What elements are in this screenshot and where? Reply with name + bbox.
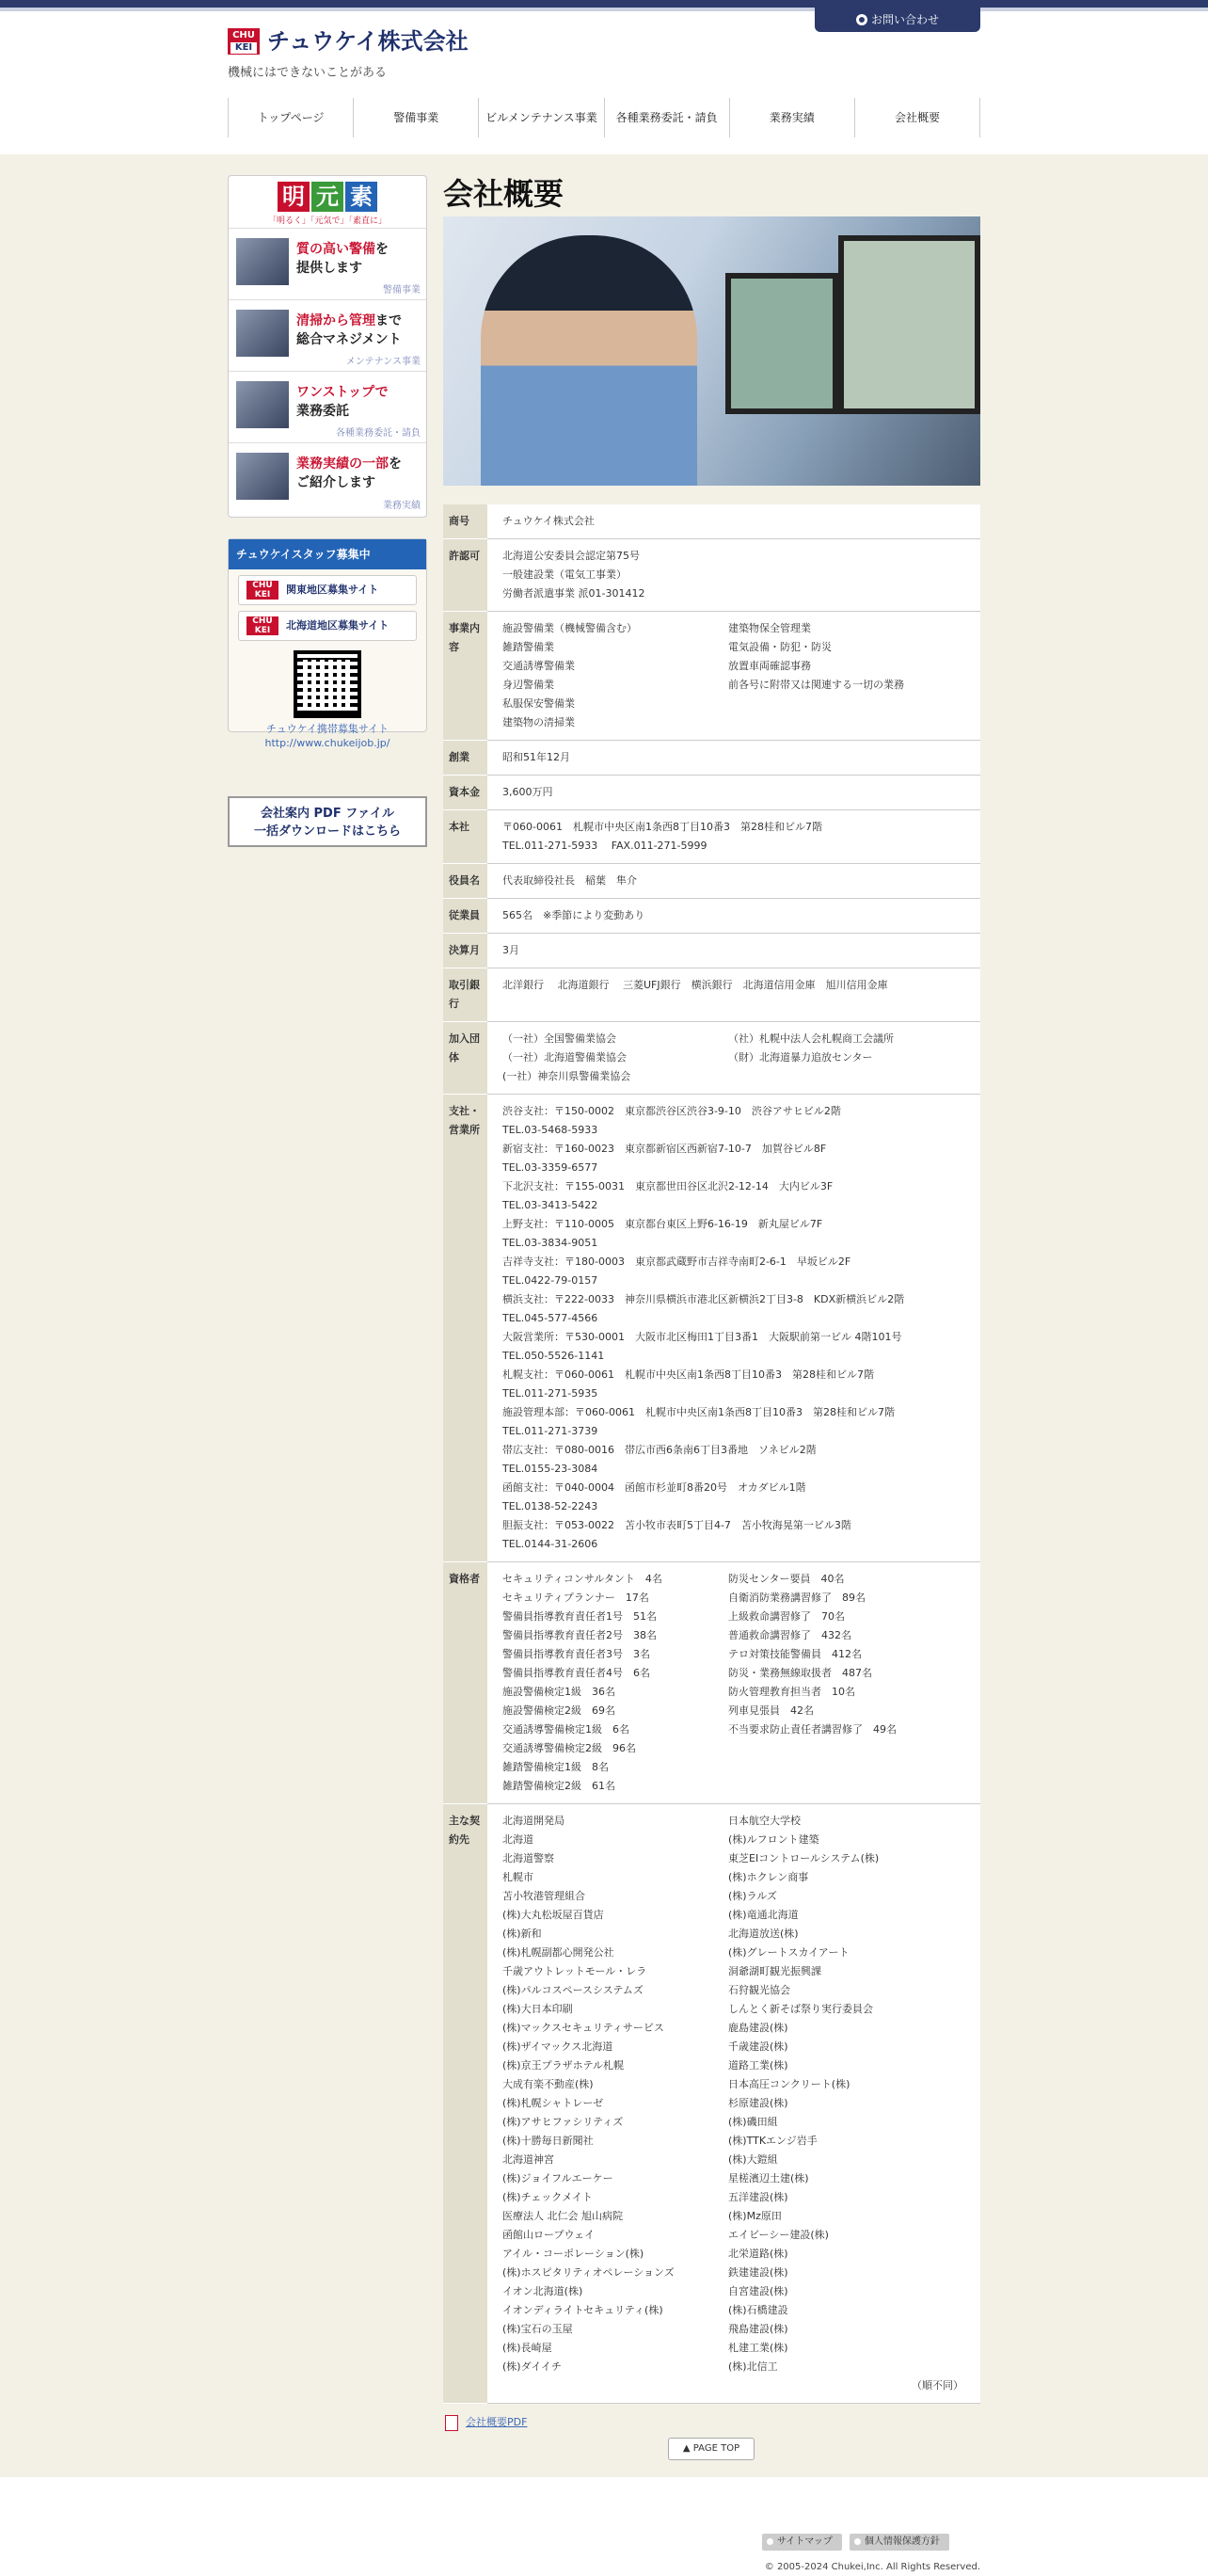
list-item: 鉄建建設(株): [728, 2266, 788, 2279]
mgs-logo: [229, 176, 426, 229]
table-row: 従業員 565名 ※季節により変動あり: [443, 899, 980, 934]
service-photo: [236, 453, 289, 500]
list-item: 電気設備・防犯・防災: [728, 641, 832, 653]
recruit-banner: [228, 538, 427, 749]
list-item: 日本航空大学校: [728, 1815, 801, 1827]
table-row: 商号 チュウケイ株式会社: [443, 504, 980, 539]
list-item: 上野支社：〒110-0005 東京都台東区上野6-16-19 新丸屋ビル7F: [502, 1218, 823, 1230]
list-item: 施設警備検定1級 36名: [502, 1686, 615, 1698]
mgs-char: 素: [345, 182, 377, 212]
page-title: 会社概要: [443, 176, 564, 212]
list-item: 警備員指導教育責任者2号 38名: [502, 1629, 657, 1641]
service-caption: 業務実績: [383, 501, 421, 511]
list-item: 雑踏警備検定1級 8名: [502, 1761, 609, 1773]
list-item: 飛島建設(株): [728, 2323, 788, 2335]
list-item: (株)Mz原田: [728, 2210, 782, 2222]
main-content: [443, 175, 980, 2432]
list-item: (株)大丸松坂屋百貨店: [502, 1909, 604, 1921]
list-item: 下北沢支社：〒155-0031 東京都世田谷区北沢2-12-14 大内ビル3F: [502, 1180, 834, 1192]
list-item: （一社）北海道警備業協会: [502, 1051, 627, 1064]
table-row: 創業 昭和51年12月: [443, 741, 980, 776]
list-item: 胆振支社：〒053-0022 苫小牧市表町5丁目4-7 苫小牧海晃第一ビル3階: [502, 1519, 851, 1531]
nav-achievements[interactable]: 業務実績: [730, 98, 855, 137]
service-link-outsourcing[interactable]: ワンストップで 業務委託 各種業務委託・請負: [229, 372, 426, 443]
list-item: 苫小牧港管理組合: [502, 1890, 585, 1902]
company-table: [443, 504, 980, 2404]
list-item: 千歳アウトレットモール・レラ: [502, 1965, 647, 1977]
list-item: 大成有楽不動産(株): [502, 2078, 594, 2090]
company-pdf-link[interactable]: 会社概要PDF: [443, 2413, 980, 2432]
list-item: 札幌市: [502, 1871, 533, 1883]
list-item: 五洋建設(株): [728, 2191, 788, 2203]
list-item: 施設管理本部：〒060-0061 札幌市中央区南1条西8丁目10番3 第28桂和ビル7階: [502, 1406, 895, 1418]
list-item: (株)ザイマックス北海道: [502, 2040, 613, 2053]
list-item: 洞爺湖町観光振興課: [728, 1965, 821, 1977]
list-item: テロ対策技能警備員 412名: [728, 1648, 862, 1660]
table-row: 主な契約先 北海道開発局 北海道 北海道警察 札幌市 苫小牧港管理組合 (株)大丸松坂屋百貨店 (株)新和 (株)札幌副都心開発公社 千歳アウトレットモール・レラ (株)パルコスペースシステムズ (株)大日本印刷 (株)マックスセキュリティサービス (株)ザイマックス北海道 (株)京王プラザホテル札幌 大成有楽不動産(株) (株)札幌シャトレーゼ (株)アサヒファシリティズ (株)十勝毎日新聞社 北海道神宮 (株)ジョイフルエーケー (株)チェックメイト 医療法人 北仁会 旭山病院 函館山ロープウェイ アイル・コーポレーション(株) (株)ホスピタリティオペレーションズ イオン北海道(株) イオンディライトセキュリティ(株) (株)宝石の玉屋 (株)長崎屋 (株)ダイイチ 日本航空大学校 (株)ルフロント建築 東芝EIコントロールシステム(株) (株)ホクレン商事 (株)ラルズ (株)竜通北海道 北海道放送(株) (株)グレートスカイアート 洞爺湖町観光振興課 石狩観光協会 しんとく新そば祭り実行委員会 鹿島建設(株) 千歳建設(株) 道路工業(株) 日本高圧コンクリート(株) 杉原建設(株) (株)磯田組 (株)TTKエンジ岩手 (株)大鎧組 星槎濱辺土建(株) 五洋建設(株) (株)Mz原田 エイビーシー建設(株) 北栄道路(株) 鉄建建設(株) 自宮建設(株) (株)石橋建設 飛島建設(株) 札建工業(株) (株)北信工 （順不同）: [443, 1804, 980, 2404]
table-row: 事業内容 施設警備業（機械警備含む） 雑踏警備業 交通誘導警備業 身辺警備業 私服保安警備業 建築物の清掃業 建築物保全管理業 電気設備・防犯・防災 放置車両確認事務 前各号に附帯又は関連する一切の業務: [443, 612, 980, 741]
service-caption: 各種業務委託・請負: [336, 428, 421, 439]
list-item: 交通誘導警備業: [502, 660, 575, 672]
list-item: 自宮建設(株): [728, 2285, 788, 2297]
table-row: 役員名 代表取締役社長 稲葉 隼介: [443, 864, 980, 899]
mgs-char: 元: [311, 182, 343, 212]
list-item: (株)竜通北海道: [728, 1909, 799, 1921]
mgs-char: 明: [278, 182, 310, 212]
monitor-shape: [838, 235, 980, 414]
table-row: 取引銀行 北洋銀行 北海道銀行 三菱UFJ銀行 横浜銀行 北海道信用金庫 旭川信用金庫: [443, 968, 980, 1022]
list-item: (株)TTKエンジ岩手: [728, 2135, 818, 2147]
hero-image: [443, 216, 980, 486]
qr-code-icon: [294, 650, 361, 718]
list-item: 北栄道路(株): [728, 2248, 788, 2260]
nav-outsourcing[interactable]: 各種業務委託・請負: [605, 98, 730, 137]
list-item: 石狩観光協会: [728, 1984, 790, 1996]
list-item: (株)ラルズ: [728, 1890, 777, 1902]
list-item: 東芝EIコントロールシステム(株): [728, 1852, 880, 1864]
list-item: (株)ダイイチ: [502, 2360, 562, 2373]
list-item: (株)マックスセキュリティサービス: [502, 2022, 664, 2034]
list-item: TEL.045-577-4566: [502, 1312, 598, 1324]
list-item: 交通誘導警備検定2級 96名: [502, 1742, 636, 1754]
list-item: 防災・業務無線取扱者 487名: [728, 1667, 872, 1679]
service-photo: [236, 238, 289, 285]
list-item: (株)チェックメイト: [502, 2191, 593, 2203]
nav-company[interactable]: 会社概要: [855, 98, 980, 137]
page-top-button[interactable]: ▲ PAGE TOP: [668, 2438, 755, 2460]
list-item: 函館山ロープウェイ: [502, 2229, 596, 2241]
list-item: TEL.0138-52-2243: [502, 1500, 598, 1512]
copyright: © 2005-2024 Chukei,Inc. All Rights Reserved.: [764, 2562, 980, 2572]
list-item: アイル・コーポレーション(株): [502, 2248, 644, 2260]
list-item: (一社）神奈川県警備業協会: [502, 1070, 631, 1082]
list-item: TEL.011-271-5935: [502, 1387, 598, 1400]
logo-mark: CHU KEI: [246, 616, 278, 635]
list-item: (株)パルコスペースシステムズ: [502, 1984, 644, 1996]
list-item: 雑踏警備検定2級 61名: [502, 1780, 615, 1792]
logo-mark: CHU KEI: [228, 28, 260, 55]
list-item: エイビーシー建設(株): [728, 2229, 829, 2241]
top-bar-sub: [0, 8, 1208, 11]
list-item: (株)大日本印刷: [502, 2003, 573, 2015]
list-item: (株)京王プラザホテル札幌: [502, 2059, 625, 2072]
list-item: 施設警備検定2級 69名: [502, 1704, 615, 1717]
table-row: 加入団体 （一社）全国警備業協会 （一社）北海道警備業協会 (一社）神奈川県警備業協会 （社）札幌中法人会札幌商工会議所 （財）北海道暴力追放センター: [443, 1022, 980, 1095]
table-row: 許認可 北海道公安委員会認定第75号 一般建設業（電気工事業） 労働者派遣事業 派01-301412: [443, 539, 980, 612]
list-item: (株)ホスピタリティオペレーションズ: [502, 2266, 675, 2279]
list-item: 前各号に附帯又は関連する一切の業務: [728, 679, 904, 691]
list-item: 警備員指導教育責任者3号 3名: [502, 1648, 650, 1660]
list-item: 杉原建設(株): [728, 2097, 788, 2109]
list-item: TEL.011-271-3739: [502, 1425, 598, 1437]
footer-links: [762, 2534, 949, 2551]
list-item: TEL.03-3834-9051: [502, 1237, 598, 1249]
list-item: 防火管理教育担当者 10名: [728, 1686, 855, 1698]
pdf-download-banner[interactable]: 会社案内 PDF ファイル 一括ダウンロードはこちら: [228, 796, 427, 847]
nav-security[interactable]: 警備事業: [354, 98, 479, 137]
list-item: TEL.0422-79-0157: [502, 1274, 598, 1287]
list-item: 自衛消防業務講習修了 89名: [728, 1592, 866, 1604]
list-item: 札建工業(株): [728, 2342, 788, 2354]
list-item: 警備員指導教育責任者4号 6名: [502, 1667, 650, 1679]
list-item: (株)北信工: [728, 2360, 778, 2373]
list-item: 大阪営業所：〒530-0001 大阪市北区梅田1丁目3番1 大阪駅前第一ビル 4階101号: [502, 1331, 902, 1343]
list-item: 私服保安警備業: [502, 697, 575, 710]
list-item: (株)グレートスカイアート: [728, 1946, 850, 1959]
list-item: (株)十勝毎日新聞社: [502, 2135, 594, 2147]
list-item: 普通救命講習修了 432名: [728, 1629, 851, 1641]
list-item: (株)ジョイフルエーケー: [502, 2172, 613, 2184]
table-row: 資本金 3,600万円: [443, 776, 980, 810]
global-nav: [228, 98, 980, 137]
privacy-link[interactable]: 個人情報保護方針: [850, 2534, 949, 2551]
nav-building[interactable]: ビルメンテナンス事業: [479, 98, 604, 137]
table-row: 資格者 セキュリティコンサルタント 4名 セキュリティプランナー 17名 警備員指導教育責任者1号 51名 警備員指導教育責任者2号 38名 警備員指導教育責任者3号 3名 警備員指導教育責任者4号 6名 施設警備検定1級 36名 施設警備検定2級 69名 交通誘導警備検定1級 6名 交通誘導警備検定2級 96名 雑踏警備検定1級 8名 雑踏警備検定2級 61名 防災センター要員 40名 自衛消防業務講習修了 89名 上級救命講習修了 70名 普通救命講習修了 432名 テロ対策技能警備員 412名 防災・業務無線取扱者 487名 防火管理教育担当者 10名 列車見張員 42名 不当要求防止責任者講習修了 49名: [443, 1562, 980, 1804]
monitor-shape: [725, 273, 838, 414]
list-item: セキュリティプランナー 17名: [502, 1592, 649, 1604]
list-item: 北海道開発局: [502, 1815, 564, 1827]
list-item: 施設警備業（機械警備含む）: [502, 622, 637, 634]
list-item: 道路工業(株): [728, 2059, 788, 2072]
list-item: 星槎濱辺土建(株): [728, 2172, 809, 2184]
list-item: (株)磯田組: [728, 2116, 778, 2128]
list-item: (株)ホクレン商事: [728, 1871, 809, 1883]
list-item: (株)石橋建設: [728, 2304, 788, 2316]
sitemap-link[interactable]: サイトマップ: [762, 2534, 842, 2551]
list-item: セキュリティコンサルタント 4名: [502, 1573, 662, 1585]
tagline: 機械にはできないことがある: [228, 66, 388, 80]
list-item: 札幌支社：〒060-0061 札幌市中央区南1条西8丁目10番3 第28桂和ビル7階: [502, 1368, 874, 1381]
list-item: 建築物保全管理業: [728, 622, 811, 634]
table-row: 決算月 3月: [443, 934, 980, 968]
logo-mark: CHU KEI: [246, 581, 278, 600]
list-item: 北海道: [502, 1833, 533, 1846]
circle-icon: [856, 14, 867, 25]
mgs-sub: 「明るく」「元気で」「素直に」: [267, 216, 387, 226]
service-link-maintenance[interactable]: 清掃から管理まで 総合マネジメント メンテナンス事業: [229, 300, 426, 372]
nav-top[interactable]: トップページ: [229, 98, 354, 137]
guard-shape: [481, 235, 697, 486]
list-item: 新宿支社：〒160-0023 東京都新宿区西新宿7-10-7 加賀谷ビル8F: [502, 1143, 827, 1155]
list-item: 交通誘導警備検定1級 6名: [502, 1723, 629, 1736]
list-item: 建築物の清掃業: [502, 716, 575, 728]
list-item: TEL.0155-23-3084: [502, 1463, 598, 1475]
company-name: チュウケイ株式会社: [267, 28, 469, 55]
list-item: （財）北海道暴力追放センター: [728, 1051, 873, 1064]
list-item: （一社）全国警備業協会: [502, 1032, 616, 1045]
service-caption: メンテナンス事業: [345, 357, 421, 367]
list-item: イオン北海道(株): [502, 2285, 583, 2297]
list-item: (株)宝石の玉屋: [502, 2323, 573, 2335]
top-bar: [0, 0, 1208, 8]
list-item: 不当要求防止責任者講習修了 49名: [728, 1723, 897, 1736]
list-item: 上級救命講習修了 70名: [728, 1610, 845, 1623]
list-item: 千歳建設(株): [728, 2040, 788, 2053]
list-item: (株)札幌シャトレーゼ: [502, 2097, 604, 2109]
list-item: 帯広支社：〒080-0016 帯広市西6条南6丁目3番地 ソネビル2階: [502, 1444, 817, 1456]
list-item: 横浜支社：〒222-0033 神奈川県横浜市港北区新横浜2丁目3-8 KDX新横浜ビル2階: [502, 1293, 905, 1305]
list-item: (株)札幌副都心開発公社: [502, 1946, 614, 1959]
list-item: (株)大鎧組: [728, 2153, 778, 2166]
list-item: 吉祥寺支社：〒180-0003 東京都武蔵野市吉祥寺南町2-6-1 早坂ビル2F: [502, 1256, 851, 1268]
list-item: 北海道神宮: [502, 2153, 554, 2166]
list-item: 放置車両確認事務: [728, 660, 811, 672]
list-item: (株)長崎屋: [502, 2342, 552, 2354]
contact-label: お問い合わせ: [870, 13, 939, 26]
list-item: 北海道警察: [502, 1852, 554, 1864]
list-item: （社）札幌中法人会札幌商工会議所: [728, 1032, 894, 1045]
list-item: (株)ルフロント建築: [728, 1833, 819, 1846]
list-item: TEL.0144-31-2606: [502, 1538, 598, 1550]
table-row: 支社・ 営業所 渋谷支社：〒150-0002 東京都渋谷区渋谷3-9-10 渋谷アサヒビル2階 TEL.03-5468-5933 新宿支社：〒160-0023 東京都新宿区西新宿7-10-7 加賀谷ビル8F TEL.03-3359-6577 下北沢支社：〒155-0031 東京都世田谷区北沢2-12-14 大内ビル3F TEL.03-3413-5422 上野支社：〒110-0005 東京都台東区上野6-16-19 新丸屋ビル7F TEL.03-3834-9051 吉祥寺支社：〒180-0003 東京都武蔵野市吉祥寺南町2-6-1 早坂ビル2F TEL.0422-79-0157 横浜支社：〒222-0033 神奈川県横浜市港北区新横浜2丁目3-8 KDX新横浜ビル2階 TEL.045-577-4566 大阪営業所：〒530-0001 大阪市北区梅田1丁目3番1 大阪駅前第一ビル 4階101号 TEL.050-5526-1141 札幌支社：〒060-0061 札幌市中央区南1条西8丁目10番3 第28桂和ビル7階 TEL.011-271-5935 施設管理本部：〒060-0061 札幌市中央区南1条西8丁目10番3 第28桂和ビル7階 TEL.011-271-3739 帯広支社：〒080-0016 帯広市西6条南6丁目3番地 ソネビル2階 TEL.0155-23-3084 函館支社：〒040-0004 函館市杉並町8番20号 オカダビル1階 TEL.0138-52-2243 胆振支社：〒053-0022 苫小牧市表町5丁目4-7 苫小牧海晃第一ビル3階 TEL.0144-31-2606: [443, 1095, 980, 1562]
list-item: 函館支社：〒040-0004 函館市杉並町8番20号 オカダビル1階: [502, 1481, 806, 1494]
list-item: 警備員指導教育責任者1号 51名: [502, 1610, 657, 1623]
list-item: 防災センター要員 40名: [728, 1573, 845, 1585]
service-caption: 警備事業: [383, 285, 421, 296]
list-item: 渋谷支社：〒150-0002 東京都渋谷区渋谷3-9-10 渋谷アサヒビル2階: [502, 1105, 841, 1117]
table-row: 本社 〒060-0061 札幌市中央区南1条西8丁目10番3 第28桂和ビル7階 TEL.011-271-5933 FAX.011-271-5999: [443, 810, 980, 864]
list-item: 身辺警備業: [502, 679, 554, 691]
list-item: TEL.03-5468-5933: [502, 1124, 598, 1136]
list-item: 医療法人 北仁会 旭山病院: [502, 2210, 623, 2222]
list-item: TEL.050-5526-1141: [502, 1350, 605, 1362]
recruit-heading: チュウケイスタッフ募集中: [229, 539, 426, 569]
list-item: しんとく新そば祭り実行委員会: [728, 2003, 873, 2015]
list-item: イオンディライトセキュリティ(株): [502, 2304, 663, 2316]
contact-button[interactable]: [815, 8, 980, 32]
service-link-security[interactable]: 質の高い警備を 提供します 警備事業: [229, 229, 426, 300]
service-link-achievements[interactable]: 業務実績の一部を ご紹介します 業務実績: [229, 443, 426, 515]
service-photo: [236, 381, 289, 428]
list-item: TEL.03-3359-6577: [502, 1161, 598, 1174]
list-item: 列車見張員 42名: [728, 1704, 814, 1717]
service-banner: [228, 175, 427, 518]
list-item: TEL.03-3413-5422: [502, 1199, 598, 1211]
list-item: 鹿島建設(株): [728, 2022, 788, 2034]
list-item: (株)新和: [502, 1928, 542, 1940]
service-photo: [236, 310, 289, 357]
qr-link[interactable]: チュウケイ携帯募集サイト http://www.chukeijob.jp/: [264, 723, 390, 749]
list-item: 北海道放送(株): [728, 1928, 799, 1940]
recruit-kanto-button[interactable]: CHU KEI 関東地区募集サイト: [238, 575, 417, 605]
recruit-hokkaido-button[interactable]: CHU KEI 北海道地区募集サイト: [238, 611, 417, 641]
list-item: 日本高圧コンクリート(株): [728, 2078, 850, 2090]
list-item: (株)アサヒファシリティズ: [502, 2116, 624, 2128]
list-item: 雑踏警備業: [502, 641, 554, 653]
